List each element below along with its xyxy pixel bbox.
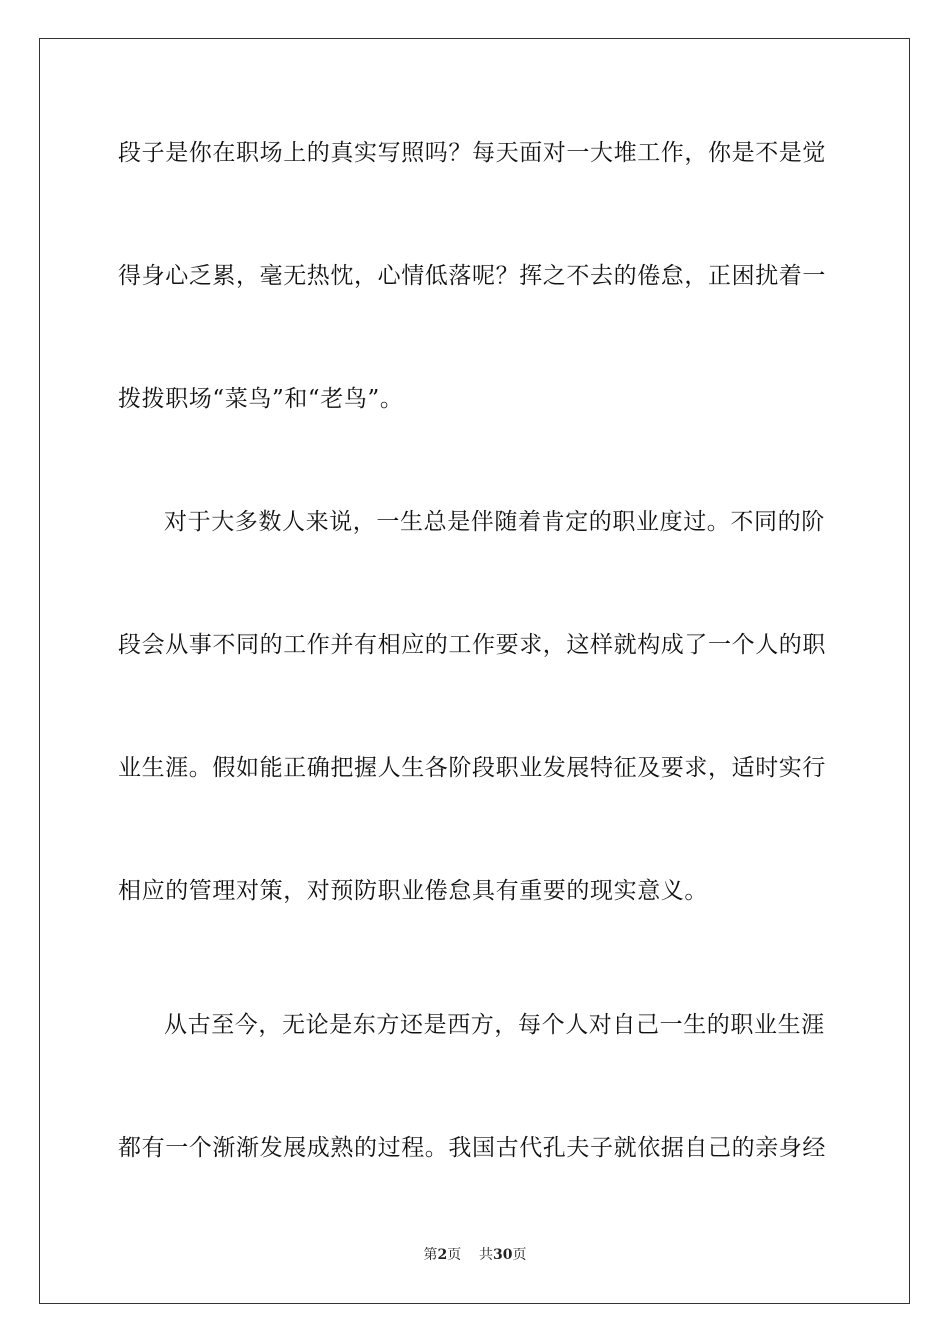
total-prefix: 共	[479, 1247, 494, 1263]
text-line: 段会从事不同的工作并有相应的工作要求，这样就构成了一个人的职	[118, 632, 826, 658]
text-line: 对于大多数人来说，一生总是伴随着肯定的职业度过。不同的阶	[164, 509, 825, 535]
total-pages: 30	[493, 1247, 513, 1263]
text-line: 得身心乏累，毫无热忱，心情低落呢？挥之不去的倦怠，正困扰着一	[118, 263, 826, 289]
page-suffix: 页	[447, 1247, 462, 1263]
text-line: 段子是你在职场上的真实写照吗？每天面对一大堆工作，你是不是觉	[118, 140, 826, 166]
text-line: 相应的管理对策，对预防职业倦怠具有重要的现实意义。	[118, 878, 708, 904]
text-line: 从古至今，无论是东方还是西方，每个人对自己一生的职业生涯	[164, 1012, 825, 1038]
total-suffix: 页	[512, 1247, 527, 1263]
page-number: 2	[437, 1247, 448, 1263]
page-border	[39, 38, 910, 1304]
page-prefix: 第	[423, 1247, 438, 1263]
text-line: 都有一个渐渐发展成熟的过程。我国古代孔夫子就依据自己的亲身经	[118, 1135, 826, 1161]
text-line: 拨拨职场“菜鸟”和“老鸟”。	[118, 386, 404, 412]
text-line: 业生涯。假如能正确把握人生各阶段职业发展特征及要求，适时实行	[118, 755, 826, 781]
page-footer	[0, 1246, 950, 1264]
